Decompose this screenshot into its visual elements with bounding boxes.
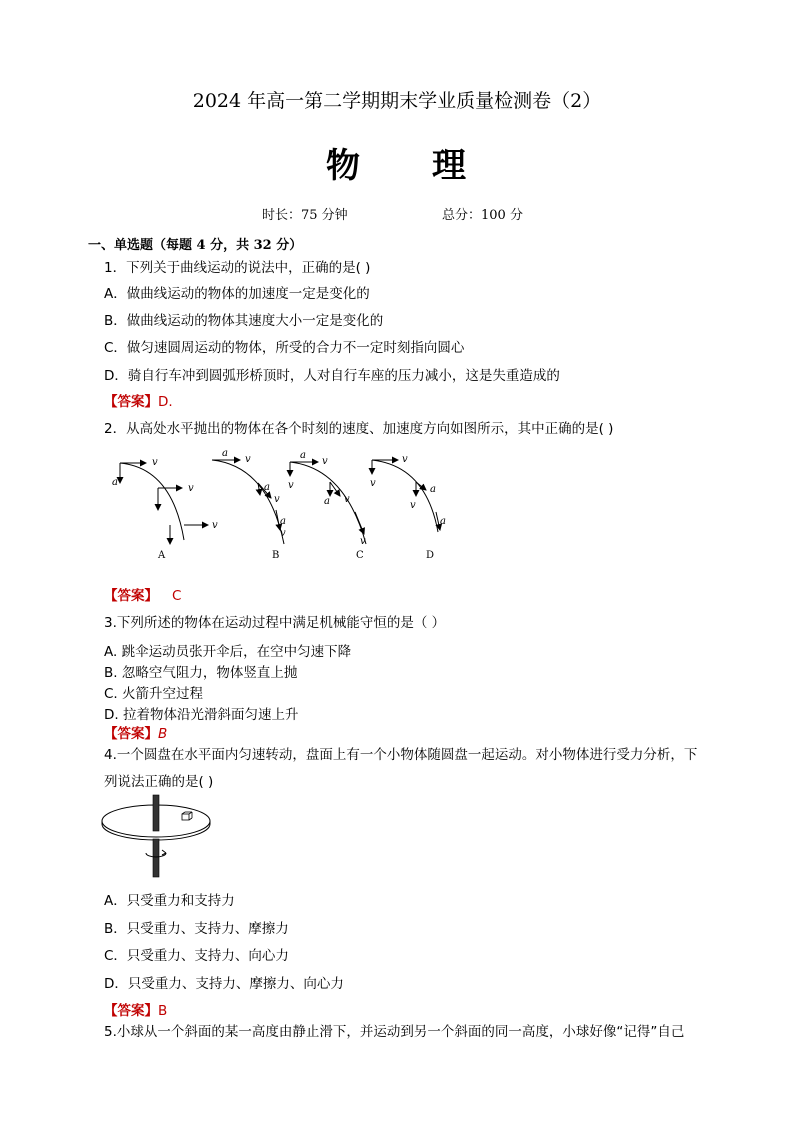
vec-label-v: v [402, 454, 408, 465]
q1-option-c: C．做匀速圆周运动的物体，所受的合力不一定时刻指向圆心 [104, 340, 465, 356]
section-heading: 一、单选题（每题 4 分，共 32 分） [88, 238, 303, 253]
q2-answer-value: C [172, 588, 182, 604]
q4-option-d: D．只受重力、支持力、摩擦力、向心力 [104, 976, 344, 992]
q4-stem-line2: 列说法正确的是( ) [104, 774, 214, 790]
q4-stem-line1: 4.一个圆盘在水平面内匀速转动，盘面上有一个小物体随圆盘一起运动。对小物体进行受力分析，下 [104, 747, 698, 763]
vec-label-a: a [324, 496, 330, 507]
q1-option-a: A．做曲线运动的物体的加速度一定是变化的 [104, 286, 370, 302]
figure-b [212, 448, 286, 561]
vec-label-a: a [280, 516, 286, 527]
q1-stem: 1．下列关于曲线运动的说法中，正确的是( ) [104, 260, 371, 276]
q3-answer-value: B [158, 726, 168, 742]
figure-a [112, 457, 218, 561]
q3-option-d: D. 拉着物体沿光滑斜面匀速上升 [104, 707, 299, 723]
subject-char-right: 理 [432, 146, 468, 186]
q2-stem: 2．从高处水平抛出的物体在各个时刻的速度、加速度方向如图所示，其中正确的是( ) [104, 421, 614, 437]
vec-label-v: v [274, 494, 280, 505]
vec-label-v: v [280, 528, 286, 539]
q3-option-c: C. 火箭升空过程 [104, 686, 204, 702]
q5-stem: 5.小球从一个斜面的某一高度由静止滑下，并运动到另一个斜面的同一高度，小球好像“记得”自己 [104, 1024, 685, 1040]
q1-option-d: D．骑自行车冲到圆弧形桥顶时，人对自行车座的压力减小，这是失重造成的 [104, 368, 560, 384]
vec-label-v: v [410, 500, 416, 511]
exam-title: 2024 年高一第二学期期末学业质量检测卷（2） [192, 90, 602, 112]
q4-answer-value: B [158, 1003, 168, 1019]
figure-label-d: D [426, 550, 435, 561]
subject-char-left: 物 [326, 146, 362, 186]
vec-label-a: a [440, 516, 446, 527]
vec-label-v: v [152, 457, 158, 468]
q3-option-a: A. 跳伞运动员张开伞后，在空中匀速下降 [104, 644, 352, 660]
vec-label-a: a [264, 482, 270, 493]
q3-answer [104, 722, 167, 742]
q2-answer [104, 584, 181, 604]
figure-d [370, 454, 446, 561]
q4-answer-label: 【答案】 [104, 1003, 158, 1019]
vec-label-v: v [344, 494, 350, 505]
q1-answer [104, 390, 173, 410]
vec-label-v: v [370, 478, 376, 489]
q1-option-b: B．做曲线运动的物体其速度大小一定是变化的 [104, 313, 384, 329]
vec-label-a: a [300, 450, 306, 461]
exam-total-score: 总分：100 分 [442, 208, 523, 223]
q2-figure [100, 448, 460, 572]
q3-answer-label: 【答案】 [104, 726, 158, 742]
q4-option-c: C．只受重力、支持力、向心力 [104, 948, 289, 964]
q3-stem: 3.下列所述的物体在运动过程中满足机械能守恒的是（ ） [104, 615, 446, 631]
q1-answer-value: D. [158, 394, 173, 410]
subject-title [0, 138, 794, 187]
q4-option-a: A．只受重力和支持力 [104, 893, 235, 909]
vec-label-v: v [188, 483, 194, 494]
vec-label-v: v [245, 454, 251, 465]
q4-answer [104, 999, 167, 1019]
q2-answer-label: 【答案】 [104, 588, 158, 604]
vec-label-v: v [360, 536, 366, 547]
vec-label-a: a [112, 477, 118, 488]
vec-label-v: v [322, 456, 328, 467]
q4-option-b: B．只受重力、支持力、摩擦力 [104, 921, 289, 937]
q3-option-b: B. 忽略空气阻力，物体竖直上抛 [104, 665, 298, 681]
q4-figure-disk [100, 793, 216, 879]
q1-answer-label: 【答案】 [104, 394, 158, 410]
vec-label-a: a [222, 448, 228, 459]
vec-label-a: a [430, 484, 436, 495]
figure-label-b: B [272, 550, 280, 561]
vec-label-v: v [212, 520, 218, 531]
vec-label-v: v [288, 480, 294, 491]
figure-label-c: C [356, 550, 364, 561]
exam-duration: 时长：75 分钟 [262, 208, 348, 223]
figure-label-a: A [158, 550, 166, 561]
figure-c [288, 450, 366, 561]
